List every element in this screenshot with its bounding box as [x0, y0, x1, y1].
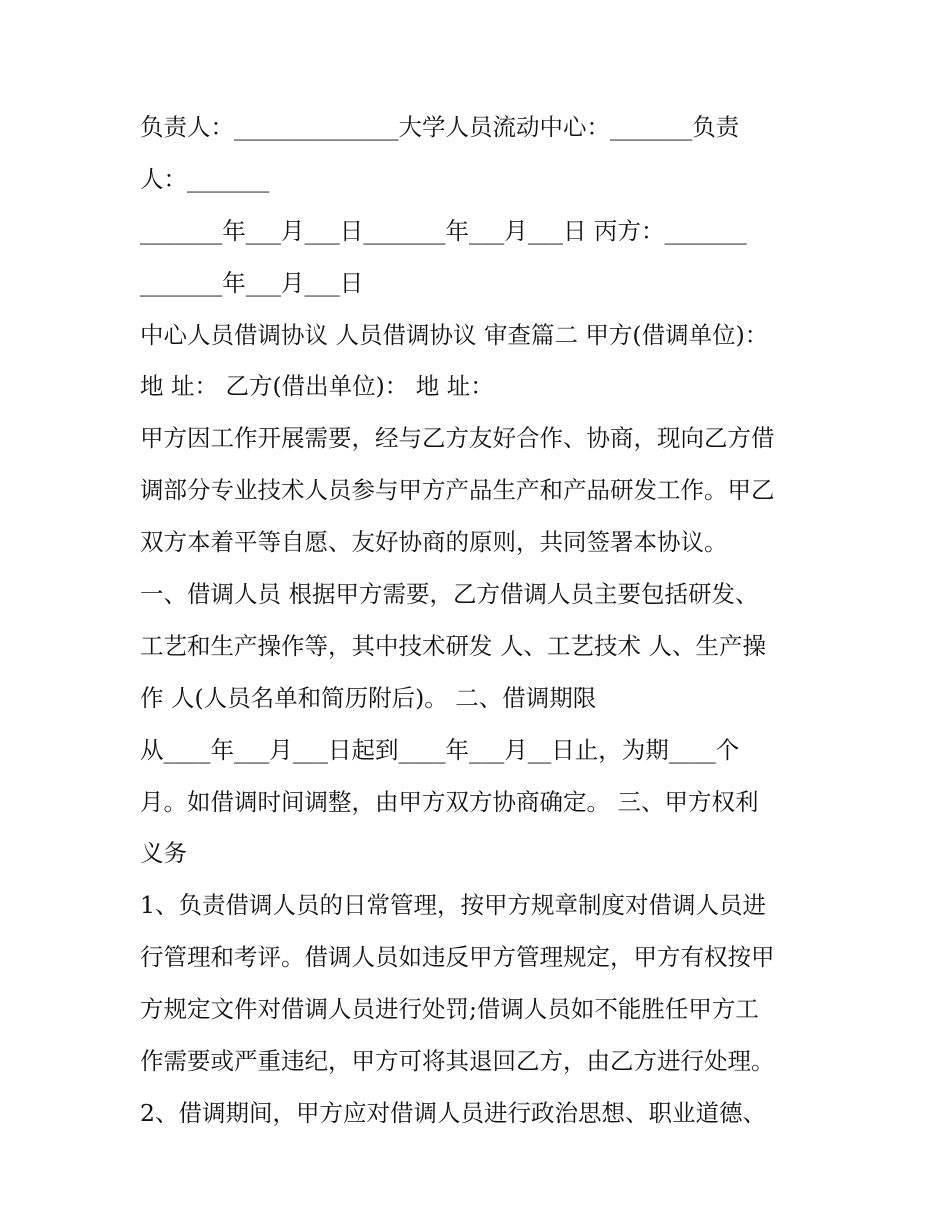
text-line-12: 作 人(人员名单和简历附后)。 二、借调期限	[140, 683, 597, 712]
text-line-10: 一、借调人员 根据甲方需要，乙方借调人员主要包括研发、	[140, 580, 759, 609]
text-line-2: 人：_______	[140, 164, 270, 193]
document-body	[140, 102, 820, 1140]
text-line-8: 调部分专业技术人员参与甲方产品生产和产品研发工作。甲乙	[140, 476, 775, 505]
text-line-17: 行管理和考评。借调人员如违反甲方管理规定，甲方有权按甲	[140, 943, 775, 972]
text-line-16: 1、负责借调人员的日常管理，按甲方规章制度对借调人员进	[140, 891, 766, 920]
text-line-11: 工艺和生产操作等，其中技术研发 人、工艺技术 人、生产操	[140, 631, 766, 660]
text-line-6: 地 址： 乙方(借出单位)： 地 址：	[140, 372, 494, 401]
text-line-3: _______年___月___日_______年___月___日 丙方：_______	[140, 216, 747, 245]
text-line-14: 月。如借调时间调整，由甲方双方协商确定。 三、甲方权利	[140, 787, 759, 816]
text-line-4: _______年___月___日	[140, 268, 364, 297]
text-line-1: 负责人：______________大学人员流动中心：_______负责	[140, 113, 740, 141]
text-line-9: 双方本着平等自愿、友好协商的原则，共同签署本协议。	[140, 528, 728, 557]
text-line-7: 甲方因工作开展需要，经与乙方友好合作、协商，现向乙方借	[140, 424, 775, 453]
text-line-19: 作需要或严重违纪，甲方可将其退回乙方，由乙方进行处理。	[140, 1047, 775, 1076]
text-line-20: 2、借调期间，甲方应对借调人员进行政治思想、职业道德、	[140, 1098, 766, 1127]
text-line-18: 方规定文件对借调人员进行处罚;借调人员如不能胜任甲方工	[140, 995, 759, 1024]
text-line-13: 从____年___月___日起到____年___月__日止，为期____个	[140, 735, 740, 764]
text-line-5: 中心人员借调协议 人员借调协议 审查篇二 甲方(借调单位)：	[140, 320, 769, 349]
text-line-15: 义务	[140, 839, 187, 868]
